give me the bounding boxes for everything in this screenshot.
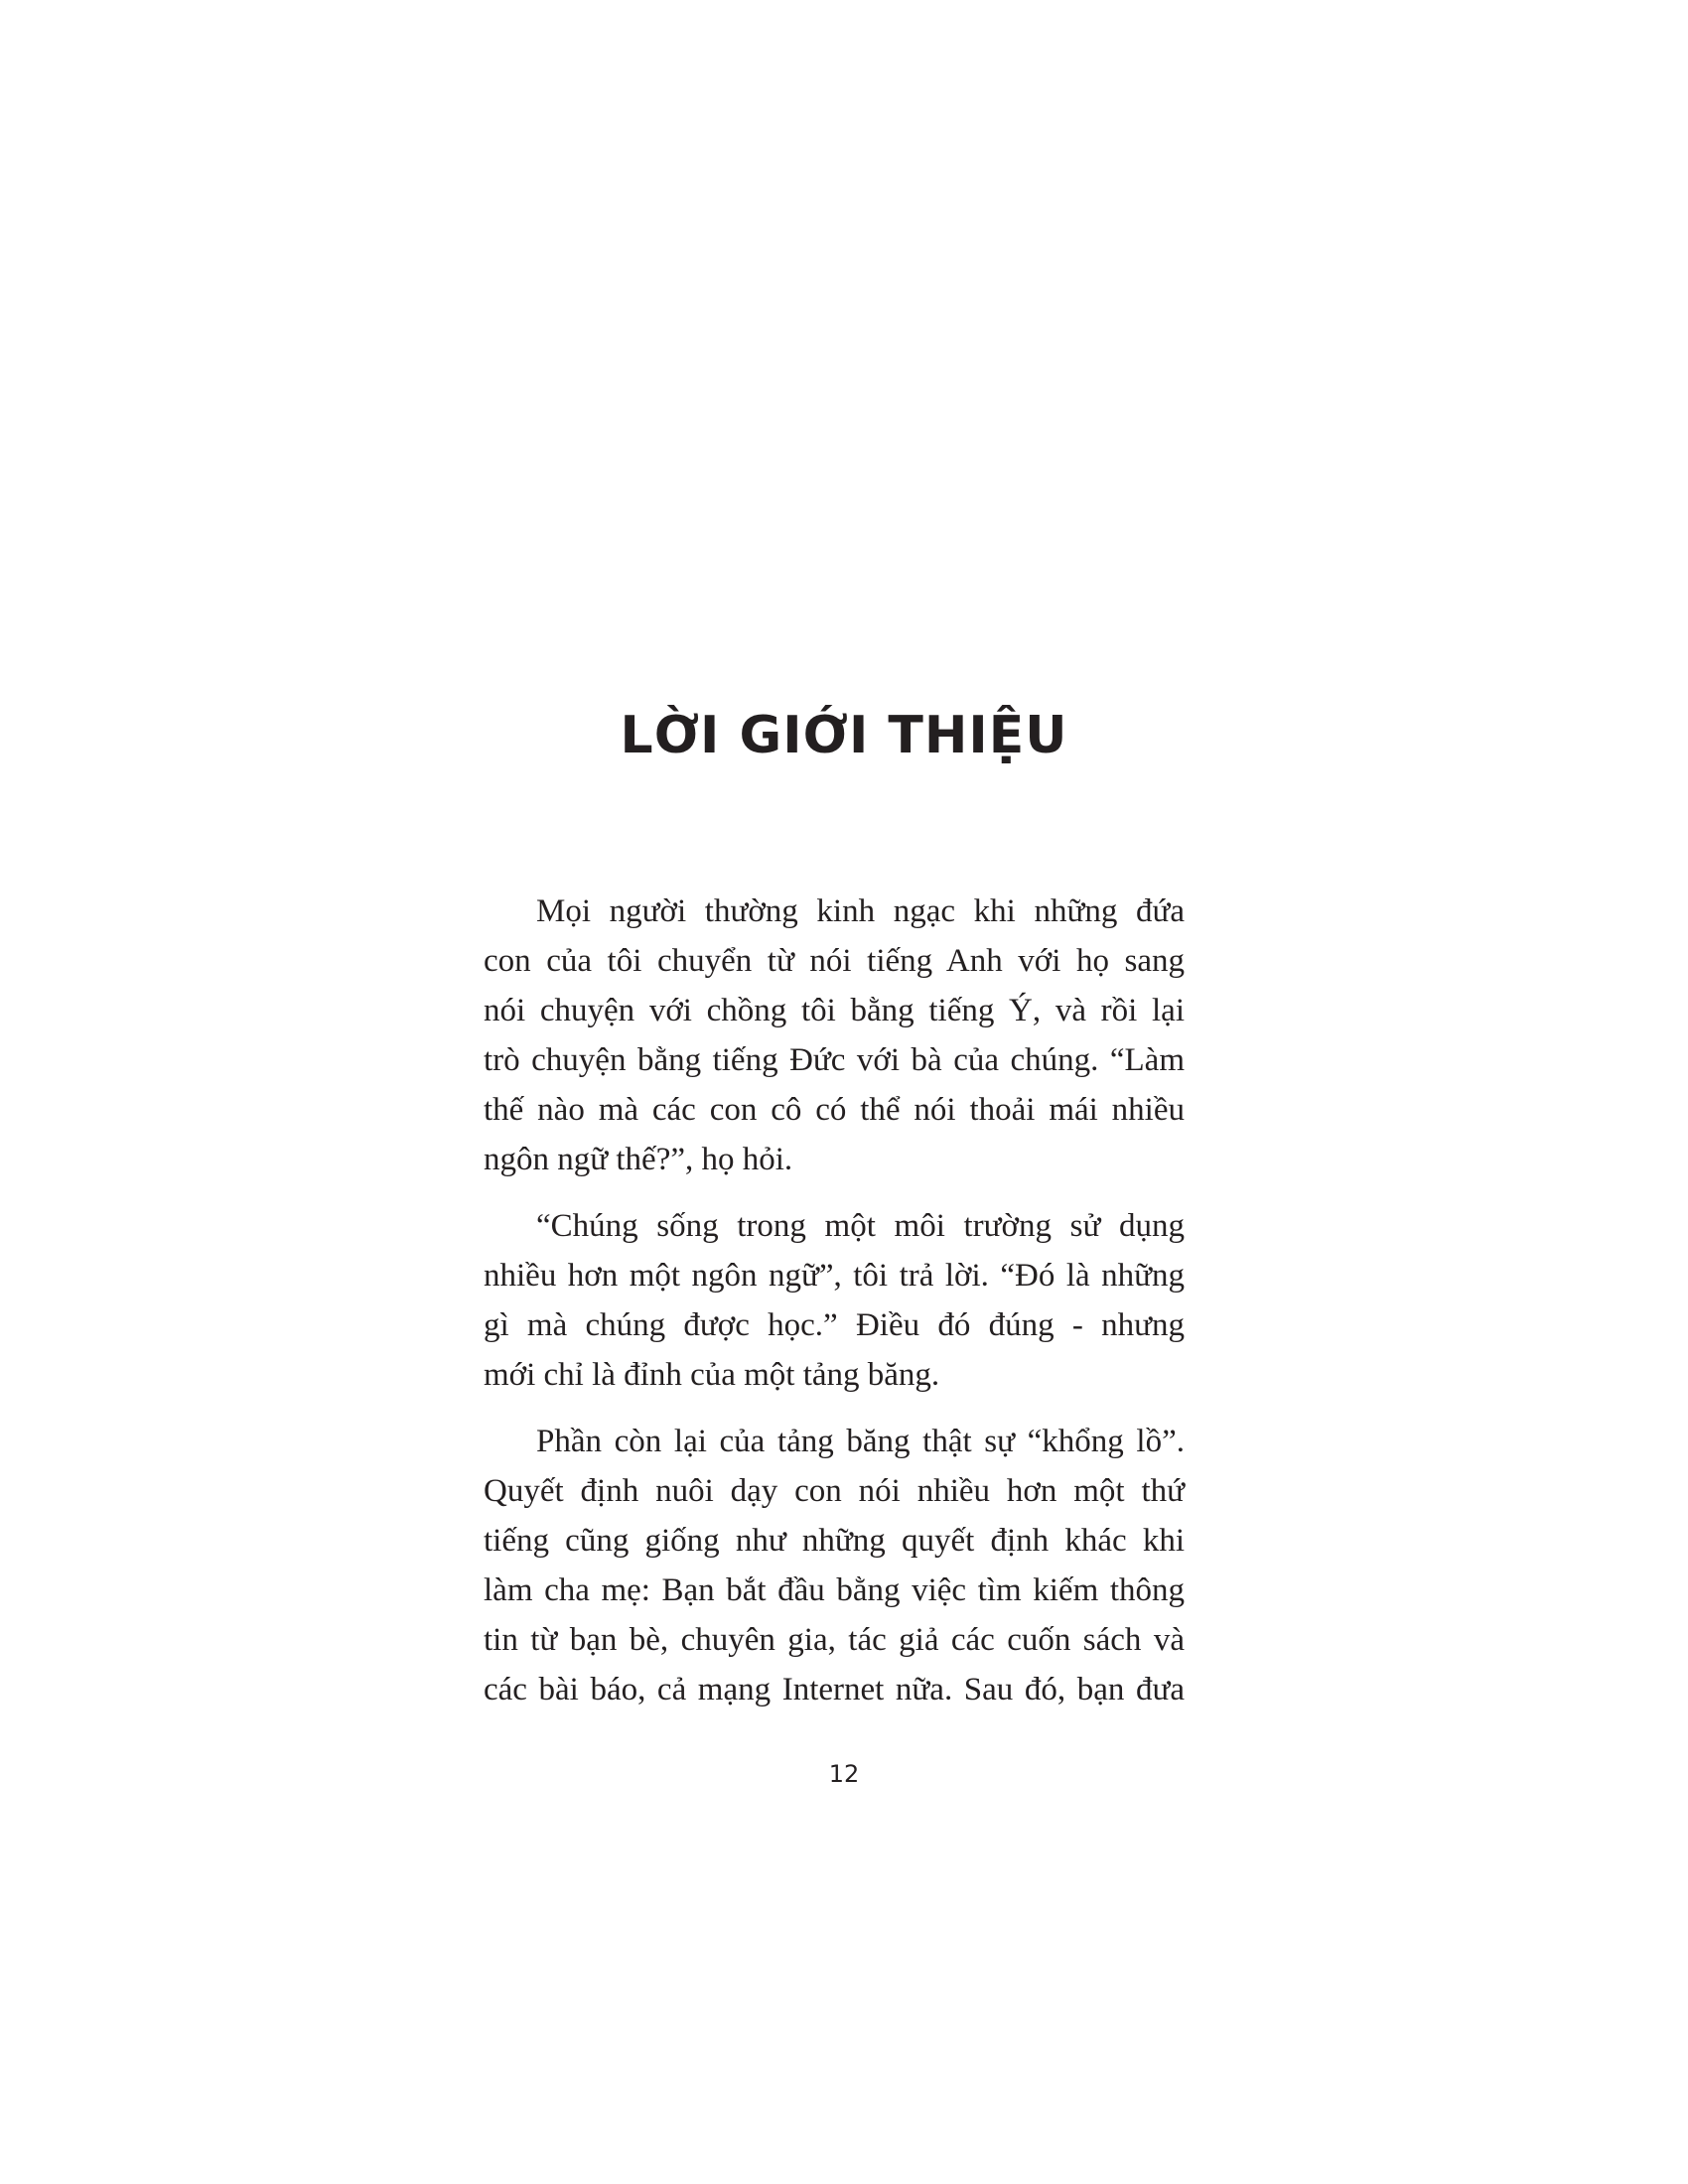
text-line: thế nào mà các con cô có thể nói thoải mái nhiều <box>484 1092 1185 1128</box>
paragraph-2 <box>484 1201 1185 1400</box>
text-line: làm cha mẹ: Bạn bắt đầu bằng việc tìm kiếm thông <box>484 1572 1185 1608</box>
page-number: 12 <box>828 1760 860 1788</box>
text-line: các bài báo, cả mạng Internet nữa. Sau đó, bạn đưa <box>484 1672 1185 1707</box>
text-line: nói chuyện với chồng tôi bằng tiếng Ý, và rồi lại <box>484 993 1185 1028</box>
text-line: tiếng cũng giống như những quyết định khác khi <box>484 1523 1185 1559</box>
chapter-title: LỜI GIỚI THIỆU <box>620 706 1068 765</box>
text-line: Quyết định nuôi dạy con nói nhiều hơn một thứ <box>484 1473 1185 1509</box>
text-line: Mọi người thường kinh ngạc khi những đứa <box>536 893 1185 929</box>
text-line: mới chỉ là đỉnh của một tảng băng. <box>484 1357 940 1393</box>
text-line: trò chuyện bằng tiếng Đức với bà của chúng. “Làm <box>484 1042 1185 1078</box>
text-line: tin từ bạn bè, chuyên gia, tác giả các cuốn sách và <box>484 1622 1185 1658</box>
text-line: con của tôi chuyển từ nói tiếng Anh với họ sang <box>484 943 1185 979</box>
text-line: Phần còn lại của tảng băng thật sự “khổng lồ”. <box>536 1424 1185 1459</box>
text-line: “Chúng sống trong một môi trường sử dụng <box>536 1208 1185 1244</box>
text-line: nhiều hơn một ngôn ngữ”, tôi trả lời. “Đó là những <box>484 1258 1185 1294</box>
paragraph-1 <box>484 887 1185 1184</box>
text-line: ngôn ngữ thế?”, họ hỏi. <box>484 1142 793 1177</box>
text-line: gì mà chúng được học.” Điều đó đúng - nhưng <box>484 1307 1185 1343</box>
body-text <box>484 887 1185 1731</box>
paragraph-3 <box>484 1417 1185 1714</box>
